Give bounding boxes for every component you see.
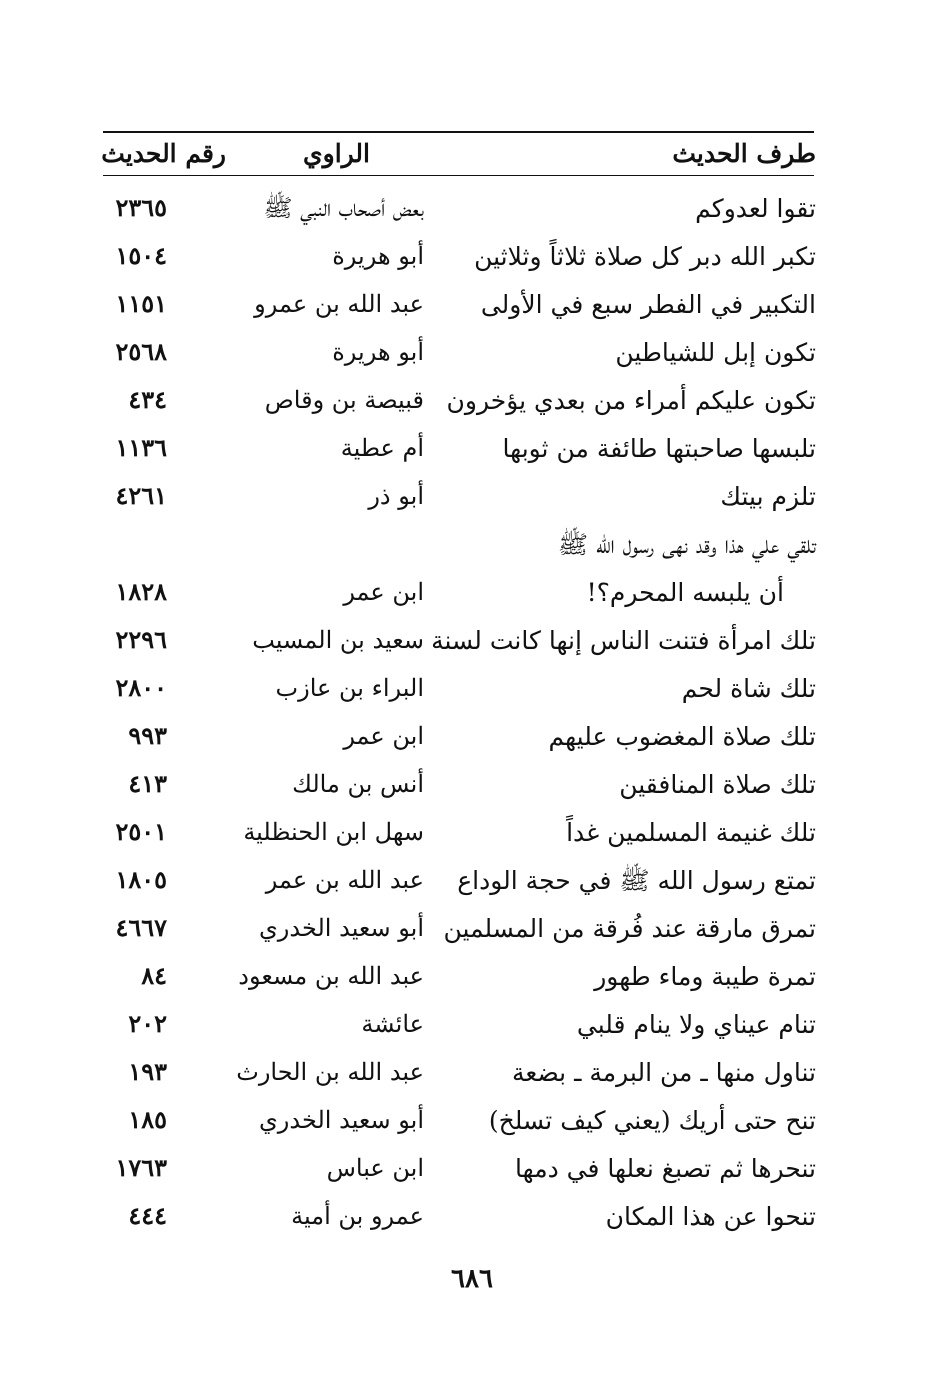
hadith-number: ٤٢٦١ [115,481,167,510]
hadith-text: تلك صلاة المنافقين [619,770,816,799]
table-row [0,762,944,810]
narrator-name: سعيد بن المسيب [252,626,424,654]
hadith-number: ١١٥١ [115,289,167,318]
narrator-name: البراء بن عازب [275,674,424,702]
table-row [0,954,944,1002]
hadith-number: ٤١٣ [128,769,167,798]
hadith-text: تقوا لعدوكم [695,194,816,223]
narrator-name: عبد الله بن الحارث [236,1058,424,1086]
table-row [0,1194,944,1242]
hadith-text: تنام عيناي ولا ينام قلبي [576,1010,816,1039]
hadith-text: تنحرها ثم تصبغ نعلها في دمها [515,1154,816,1183]
narrator-name: ابن عمر [343,722,424,750]
hadith-number: ٩٩٣ [128,721,167,750]
hadith-text: تلك شاة لحم [681,674,816,703]
table-row [0,666,944,714]
table-row [0,618,944,666]
table-row [0,810,944,858]
header-top-rule [103,131,814,133]
hadith-number: ٢٥٦٨ [115,337,167,366]
header-number-column: رقم الحديث [101,139,226,168]
table-row [0,378,944,426]
hadith-text: تمرة طيبة وماء طهور [594,962,816,991]
narrator-name: عائشة [361,1010,424,1038]
hadith-text: تلزم بيتك [720,482,816,511]
narrator-name: سهل ابن الحنظلية [243,818,424,846]
table-row [0,570,944,618]
hadith-text: تنحوا عن هذا المكان [605,1202,816,1231]
header-narrator-column: الراوي [303,139,370,168]
table-row [0,426,944,474]
hadith-number: ٤٤٤ [128,1201,167,1230]
table-row [0,1050,944,1098]
hadith-text: تمرق مارقة عند فُرقة من المسلمين [443,914,816,943]
narrator-name: ابن عمر [343,578,424,606]
narrator-name: أبو ذر [368,482,424,510]
header-hadith-column: طرف الحديث [672,139,816,168]
hadith-number: ٤٣٤ [128,385,167,414]
hadith-text: تكون عليكم أمراء من بعدي يؤخرون [446,386,816,415]
hadith-text: تلك غنيمة المسلمين غداً [566,818,816,847]
hadith-number: ٢٠٢ [128,1009,167,1038]
hadith-text: تمتع رسول الله ﷺ في حجة الوداع [457,866,816,895]
table-row [0,474,944,522]
hadith-number: ١١٣٦ [115,433,167,462]
table-row [0,1098,944,1146]
hadith-text: تناول منها ـ من البرمة ـ بضعة [512,1058,816,1087]
hadith-number: ٢٨٠٠ [115,673,167,702]
table-row [0,234,944,282]
hadith-text: تلك امرأة فتنت الناس إنها كانت لسنة [431,626,816,655]
table-row [0,714,944,762]
narrator-name: أبو هريرة [332,338,424,366]
hadith-number: ٤٦٦٧ [115,913,167,942]
narrator-name: عمرو بن أمية [291,1202,424,1230]
hadith-text: تكبر الله دبر كل صلاة ثلاثاً وثلاثين [474,242,816,271]
hadith-text: تلبسها صاحبتها طائفة من ثوبها [502,434,816,463]
narrator-name: أبو سعيد الخدري [259,914,424,942]
hadith-text: التكبير في الفطر سبع في الأولى [480,290,816,319]
hadith-number: ١٨٥ [128,1105,167,1134]
narrator-name: قبيصة بن وقاص [264,386,424,414]
hadith-text: تلك صلاة المغضوب عليهم [548,722,816,751]
table-row [0,906,944,954]
hadith-text: تكون إبل للشياطين [615,338,816,367]
hadith-text: أن يلبسه المحرم؟! [586,578,784,607]
narrator-name: عبد الله بن مسعود [238,962,424,990]
narrator-name: أم عطية [340,434,424,462]
narrator-name: ابن عباس [326,1154,424,1182]
narrator-name: عبد الله بن عمر [265,866,424,894]
table-row [0,1146,944,1194]
hadith-number: ٢٣٦٥ [115,193,167,222]
hadith-number: ١٨٠٥ [115,865,167,894]
hadith-number: ١٨٢٨ [115,577,167,606]
narrator-name: عبد الله بن عمرو [254,290,424,318]
narrator-name: أنس بن مالك [292,770,424,798]
table-row [0,282,944,330]
hadith-text: تنح حتى أريك (يعني كيف تسلخ) [488,1106,816,1135]
table-row [0,858,944,906]
table-row [0,1002,944,1050]
hadith-number: ١٥٠٤ [115,241,167,270]
hadith-number: ٨٤ [141,961,167,990]
page-number: ٦٨٦ [451,1264,493,1294]
hadith-number: ١٩٣ [128,1057,167,1086]
hadith-number: ٢٥٠١ [115,817,167,846]
narrator-name: بعض أصحاب النبي ﷺ [263,194,424,222]
header-bottom-rule [103,175,814,176]
table-row [0,330,944,378]
narrator-name: أبو هريرة [332,242,424,270]
table-row [0,522,944,570]
hadith-number: ١٧٦٣ [115,1153,167,1182]
narrator-name: أبو سعيد الخدري [259,1106,424,1134]
table-row [0,186,944,234]
hadith-text: تلقي علي هذا وقد نهى رسول الله ﷺ [557,530,816,559]
hadith-number: ٢٢٩٦ [115,625,167,654]
